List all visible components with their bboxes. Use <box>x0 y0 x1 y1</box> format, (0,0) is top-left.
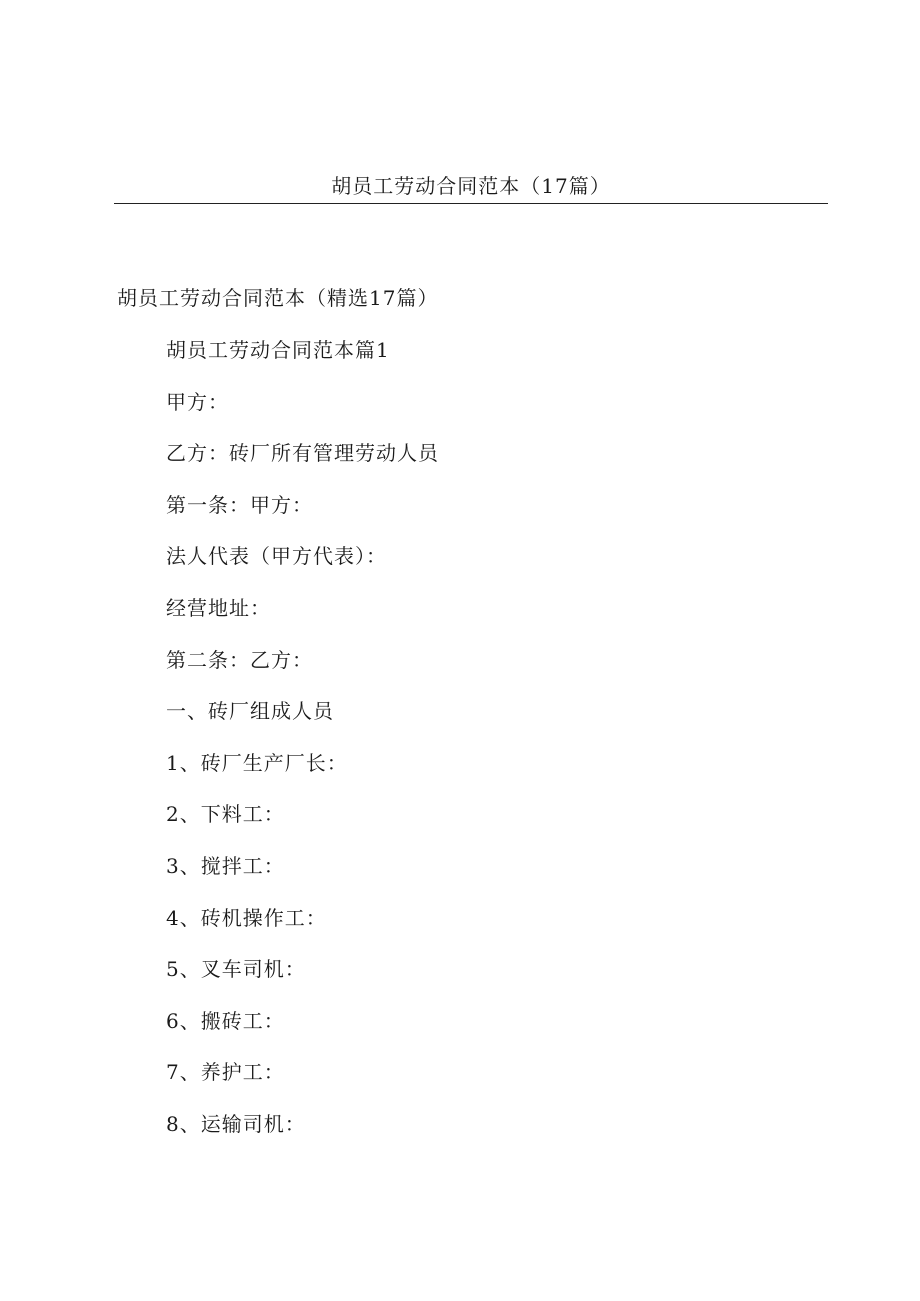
paragraph-line: 乙方：砖厂所有管理劳动人员 <box>166 441 439 466</box>
paragraph-line: 8、运输司机： <box>166 1111 306 1136</box>
paragraph-line: 第一条：甲方： <box>166 492 313 517</box>
paragraph-line: 2、下料工： <box>166 802 285 827</box>
paragraph-line: 4、砖机操作工： <box>166 905 327 930</box>
header-divider <box>114 203 828 204</box>
paragraph-line: 5、叉车司机： <box>166 957 306 982</box>
document-body <box>166 335 439 1161</box>
paragraph-line: 3、搅拌工： <box>166 853 285 878</box>
paragraph-line: 法人代表（甲方代表）： <box>166 544 387 569</box>
paragraph-line: 7、养护工： <box>166 1060 285 1085</box>
paragraph-line: 1、砖厂生产厂长： <box>166 750 348 775</box>
paragraph-line: 一、砖厂组成人员 <box>166 699 334 724</box>
document-title: 胡员工劳动合同范本（精选17篇） <box>117 286 439 310</box>
paragraph-line: 甲方： <box>166 389 229 414</box>
paragraph-line: 第二条：乙方： <box>166 647 313 672</box>
page-header-title: 胡员工劳动合同范本（17篇） <box>331 174 611 198</box>
paragraph-line: 胡员工劳动合同范本篇1 <box>166 338 390 362</box>
paragraph-line: 6、搬砖工： <box>166 1008 285 1033</box>
paragraph-line: 经营地址： <box>166 595 271 620</box>
